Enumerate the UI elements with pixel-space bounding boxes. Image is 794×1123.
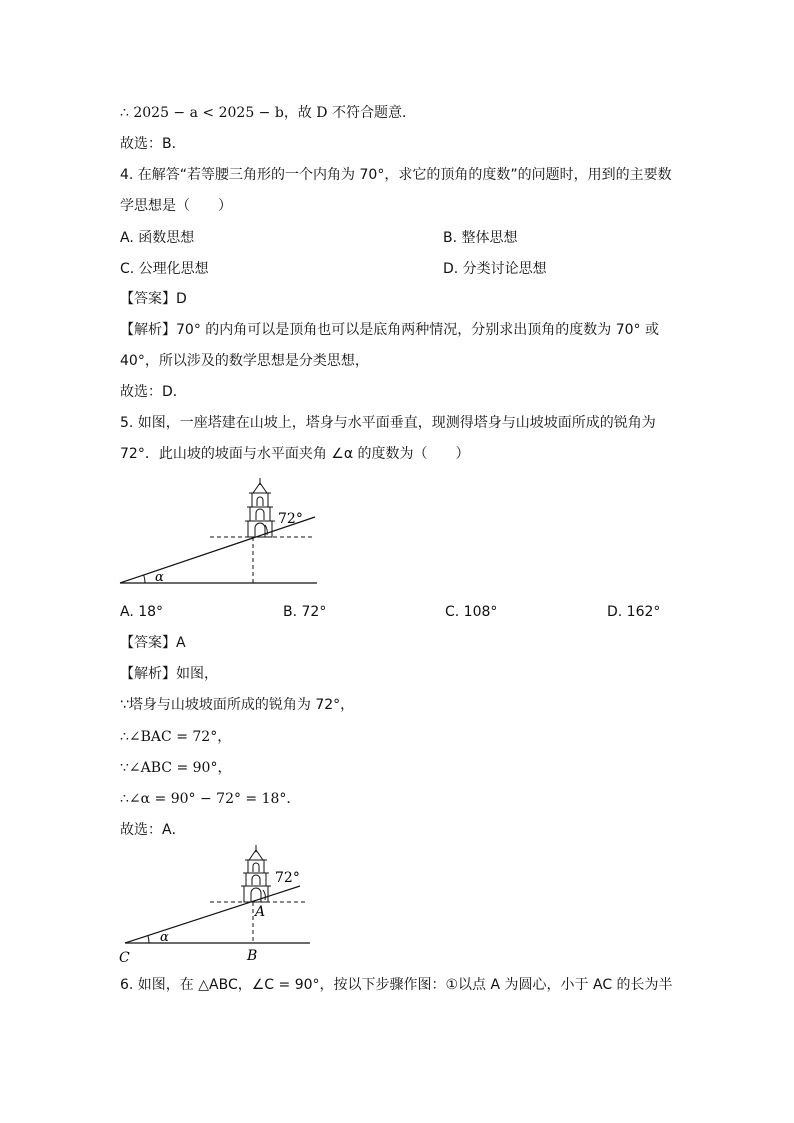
q5-explanation-intro: 【解析】如图， [120, 666, 218, 682]
q5-option-d: D. 162° [607, 604, 661, 620]
tower-icon [245, 478, 275, 537]
q4-option-b: B. 整体思想 [443, 230, 518, 246]
line-prev-conclusion: ∴ 2025 − a < 2025 − b，故 D 不符合题意． [120, 105, 416, 121]
q4-option-c: C. 公理化思想 [120, 261, 209, 277]
q5-select: 故选：A． [120, 822, 186, 838]
point-c-label: C [119, 950, 130, 966]
line-prev-select: 故选：B． [120, 136, 186, 152]
q5-answer: 【答案】A [120, 635, 186, 651]
question-5-line-1: 5. 如图，一座塔建在山坡上，塔身与水平面垂直，现测得塔身与山坡坡面所成的锐角为 [120, 415, 656, 431]
q5-step-2: ∴∠BAC = 72°， [120, 729, 232, 745]
q4-explanation-line-2: 40°，所以涉及的数学思想是分类思想， [120, 353, 369, 369]
figure1-alpha-label: α [155, 570, 164, 585]
figure2-angle-label: 72° [275, 870, 300, 886]
question-5-line-2: 72°．此山坡的坡面与水平面夹角 ∠α 的度数为（ ） [120, 446, 470, 462]
q4-explanation-line-1: 【解析】70° 的内角可以是顶角也可以是底角两种情况，分别求出顶角的度数为 70° 或 [120, 322, 659, 338]
q5-option-a: A. 18° [120, 604, 164, 620]
tower-icon [241, 845, 271, 902]
figure2-alpha-label: α [160, 930, 169, 945]
q5-step-1: ∵塔身与山坡坡面所成的锐角为 72°， [120, 697, 355, 713]
q5-figure [115, 475, 325, 590]
point-a-label: A [255, 904, 266, 920]
question-6-line-1: 6. 如图，在 △ABC，∠C = 90°，按以下步骤作图：①以点 A 为圆心，小于 AC 的长为半 [120, 977, 673, 993]
q5-step-3: ∵∠ABC = 90°， [120, 760, 232, 776]
question-4-line-1: 4. 在解答“若等腰三角形的一个内角为 70°，求它的顶角的度数”的问题时，用到的主要数 [120, 167, 672, 183]
figure1-angle-label: 72° [278, 511, 303, 527]
q5-option-b: B. 72° [283, 604, 327, 620]
q5-option-c: C. 108° [445, 604, 498, 620]
q4-answer: 【答案】D [120, 291, 187, 307]
q4-option-a: A. 函数思想 [120, 230, 195, 246]
q4-select: 故选：D． [120, 384, 187, 400]
q5-step-4: ∴∠α = 90° − 72° = 18°． [120, 791, 301, 807]
q5-solution-figure [115, 842, 325, 970]
point-b-label: B [247, 948, 258, 964]
question-4-line-2: 学思想是（ ） [120, 198, 232, 214]
q4-option-d: D. 分类讨论思想 [443, 261, 547, 277]
